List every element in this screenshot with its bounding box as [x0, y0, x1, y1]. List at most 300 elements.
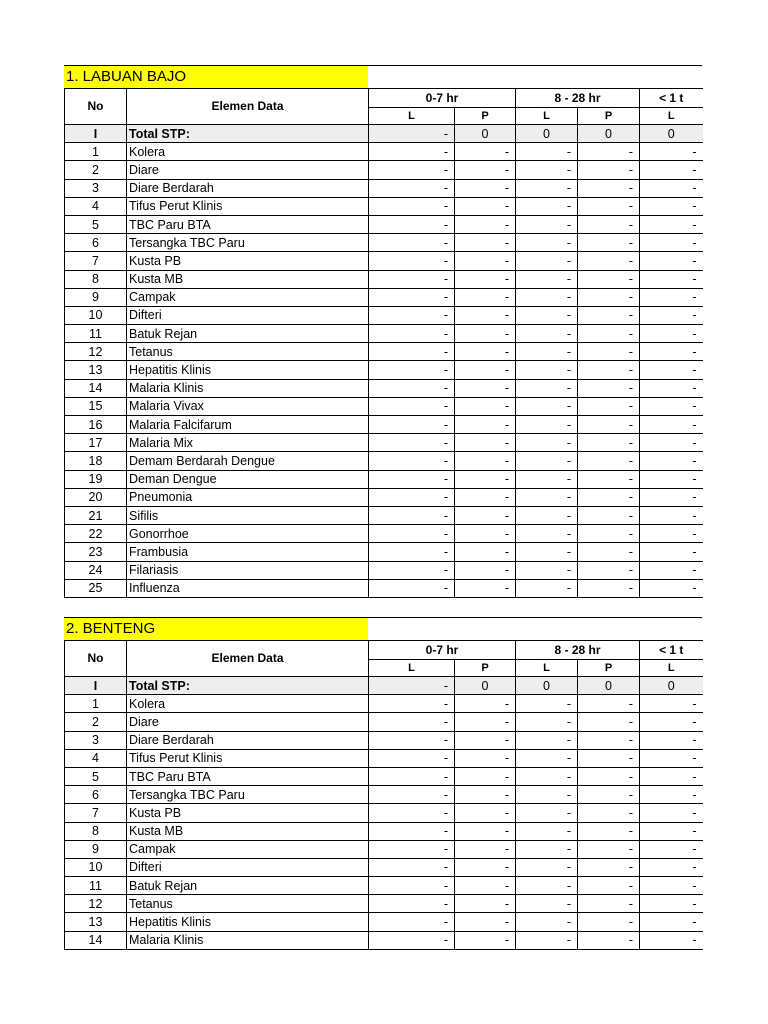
- row-value: -: [516, 858, 578, 876]
- row-value: -: [640, 161, 703, 179]
- row-disease-name: Campak: [127, 840, 369, 858]
- row-value: -: [455, 840, 516, 858]
- row-value: -: [578, 713, 640, 731]
- row-value: -: [455, 361, 516, 379]
- row-no: 21: [65, 506, 127, 524]
- row-value: -: [455, 143, 516, 161]
- row-value: -: [640, 858, 703, 876]
- row-value: -: [455, 234, 516, 252]
- row-no: 1: [65, 143, 127, 161]
- row-value: -: [455, 506, 516, 524]
- row-disease-name: Campak: [127, 288, 369, 306]
- row-value: -: [578, 731, 640, 749]
- row-value: -: [369, 506, 455, 524]
- row-disease-name: Batuk Rejan: [127, 325, 369, 343]
- data-table: [64, 88, 703, 598]
- row-value: -: [578, 416, 640, 434]
- row-disease-name: Malaria Klinis: [127, 931, 369, 949]
- row-value: -: [455, 416, 516, 434]
- row-value: -: [516, 895, 578, 913]
- table-row: [65, 579, 703, 597]
- header-sex-0: L: [369, 660, 455, 677]
- row-value: -: [578, 840, 640, 858]
- row-disease-name: Malaria Klinis: [127, 379, 369, 397]
- row-value: -: [369, 858, 455, 876]
- row-value: -: [578, 804, 640, 822]
- row-value: -: [369, 731, 455, 749]
- row-disease-name: Diare Berdarah: [127, 179, 369, 197]
- row-value: -: [369, 840, 455, 858]
- row-disease-name: Tersangka TBC Paru: [127, 786, 369, 804]
- table-row: [65, 325, 703, 343]
- row-value: -: [369, 306, 455, 324]
- table-row: [65, 913, 703, 931]
- table-row: [65, 270, 703, 288]
- row-value: -: [369, 895, 455, 913]
- row-value: -: [578, 325, 640, 343]
- row-value: -: [578, 579, 640, 597]
- row-value: -: [578, 913, 640, 931]
- row-value: -: [640, 416, 703, 434]
- row-value: -: [369, 749, 455, 767]
- row-value: -: [455, 252, 516, 270]
- row-value: -: [516, 288, 578, 306]
- row-value: -: [516, 767, 578, 785]
- row-value: -: [640, 931, 703, 949]
- row-value: -: [369, 561, 455, 579]
- row-disease-name: Malaria Vivax: [127, 397, 369, 415]
- row-disease-name: Kolera: [127, 695, 369, 713]
- row-value: -: [369, 197, 455, 215]
- row-value: -: [516, 543, 578, 561]
- row-value: -: [455, 877, 516, 895]
- row-value: -: [640, 767, 703, 785]
- header-row: [65, 89, 703, 108]
- row-no: 10: [65, 306, 127, 324]
- row-disease-name: Deman Dengue: [127, 470, 369, 488]
- row-value: -: [516, 416, 578, 434]
- total-row: [65, 125, 703, 143]
- table-row: [65, 822, 703, 840]
- total-label: Total STP:: [127, 125, 369, 143]
- row-value: -: [516, 506, 578, 524]
- row-value: -: [455, 749, 516, 767]
- row-value: -: [516, 215, 578, 233]
- row-no: 9: [65, 840, 127, 858]
- row-value: -: [640, 561, 703, 579]
- row-value: -: [578, 143, 640, 161]
- total-value: -: [369, 677, 455, 695]
- row-value: -: [516, 713, 578, 731]
- table-row: [65, 397, 703, 415]
- header-group-0-7-hr: 0-7 hr: [369, 641, 516, 660]
- row-value: -: [578, 252, 640, 270]
- table-row: [65, 452, 703, 470]
- section-benteng: [64, 617, 702, 950]
- row-no: 14: [65, 379, 127, 397]
- total-value: -: [369, 125, 455, 143]
- row-value: -: [640, 913, 703, 931]
- row-value: -: [578, 506, 640, 524]
- row-value: -: [578, 361, 640, 379]
- total-no: I: [65, 677, 127, 695]
- row-value: -: [455, 695, 516, 713]
- row-value: -: [369, 434, 455, 452]
- row-disease-name: Influenza: [127, 579, 369, 597]
- row-no: 20: [65, 488, 127, 506]
- row-value: -: [516, 234, 578, 252]
- row-value: -: [455, 470, 516, 488]
- row-value: -: [578, 488, 640, 506]
- table-row: [65, 731, 703, 749]
- table-row: [65, 288, 703, 306]
- row-value: -: [455, 434, 516, 452]
- row-value: -: [640, 234, 703, 252]
- row-value: -: [578, 434, 640, 452]
- row-disease-name: Tetanus: [127, 895, 369, 913]
- header-elemen-data: Elemen Data: [127, 89, 369, 125]
- table-row: [65, 234, 703, 252]
- row-value: -: [578, 543, 640, 561]
- header-sex-1: P: [455, 108, 516, 125]
- row-value: -: [455, 325, 516, 343]
- row-value: -: [516, 470, 578, 488]
- row-value: -: [455, 270, 516, 288]
- row-value: -: [578, 234, 640, 252]
- row-value: -: [455, 561, 516, 579]
- row-value: -: [578, 161, 640, 179]
- row-value: -: [640, 822, 703, 840]
- table-row: [65, 858, 703, 876]
- table-row: [65, 561, 703, 579]
- table-row: [65, 895, 703, 913]
- row-value: -: [516, 695, 578, 713]
- table-row: [65, 343, 703, 361]
- section-title: 1. LABUAN BAJO: [64, 66, 368, 88]
- row-value: -: [369, 179, 455, 197]
- header-no: No: [65, 641, 127, 677]
- row-no: 5: [65, 215, 127, 233]
- row-value: -: [578, 379, 640, 397]
- row-value: -: [369, 931, 455, 949]
- header-sex-3: P: [578, 660, 640, 677]
- row-value: -: [516, 786, 578, 804]
- row-value: -: [516, 270, 578, 288]
- row-value: -: [455, 731, 516, 749]
- row-value: -: [516, 343, 578, 361]
- row-no: 3: [65, 731, 127, 749]
- row-value: -: [516, 197, 578, 215]
- row-value: -: [578, 343, 640, 361]
- row-no: 10: [65, 858, 127, 876]
- row-value: -: [455, 895, 516, 913]
- row-no: 7: [65, 804, 127, 822]
- row-disease-name: Kusta MB: [127, 822, 369, 840]
- header-group-under-1-th: < 1 t: [640, 89, 703, 108]
- row-value: -: [455, 161, 516, 179]
- row-no: 12: [65, 343, 127, 361]
- data-table: [64, 640, 703, 950]
- row-value: -: [640, 840, 703, 858]
- row-value: -: [369, 397, 455, 415]
- row-value: -: [369, 416, 455, 434]
- row-value: -: [369, 379, 455, 397]
- row-no: 4: [65, 197, 127, 215]
- row-value: -: [640, 488, 703, 506]
- row-value: -: [578, 858, 640, 876]
- row-no: 11: [65, 877, 127, 895]
- row-no: 4: [65, 749, 127, 767]
- row-no: 2: [65, 161, 127, 179]
- row-value: -: [455, 525, 516, 543]
- row-no: 13: [65, 913, 127, 931]
- row-value: -: [369, 470, 455, 488]
- row-value: -: [640, 270, 703, 288]
- row-value: -: [640, 713, 703, 731]
- table-row: [65, 252, 703, 270]
- row-value: -: [455, 543, 516, 561]
- row-disease-name: Batuk Rejan: [127, 877, 369, 895]
- row-value: -: [516, 361, 578, 379]
- total-no: I: [65, 125, 127, 143]
- table-row: [65, 161, 703, 179]
- row-value: -: [640, 379, 703, 397]
- row-no: 13: [65, 361, 127, 379]
- total-value: 0: [578, 125, 640, 143]
- header-group-8-28-hr: 8 - 28 hr: [516, 641, 640, 660]
- total-label: Total STP:: [127, 677, 369, 695]
- row-value: -: [369, 543, 455, 561]
- row-value: -: [455, 931, 516, 949]
- row-value: -: [516, 749, 578, 767]
- row-value: -: [516, 877, 578, 895]
- row-value: -: [455, 197, 516, 215]
- table-row: [65, 143, 703, 161]
- row-disease-name: Malaria Mix: [127, 434, 369, 452]
- table-row: [65, 379, 703, 397]
- row-value: -: [578, 749, 640, 767]
- row-value: -: [640, 306, 703, 324]
- row-value: -: [640, 470, 703, 488]
- row-disease-name: Sifilis: [127, 506, 369, 524]
- row-no: 23: [65, 543, 127, 561]
- row-value: -: [369, 161, 455, 179]
- row-value: -: [640, 179, 703, 197]
- table-row: [65, 470, 703, 488]
- row-value: -: [640, 786, 703, 804]
- row-value: -: [516, 252, 578, 270]
- row-value: -: [369, 488, 455, 506]
- row-value: -: [516, 731, 578, 749]
- row-value: -: [640, 434, 703, 452]
- row-value: -: [640, 288, 703, 306]
- row-value: -: [369, 713, 455, 731]
- row-value: -: [578, 179, 640, 197]
- table-row: [65, 695, 703, 713]
- row-no: 18: [65, 452, 127, 470]
- row-value: -: [516, 143, 578, 161]
- row-value: -: [369, 234, 455, 252]
- header-group-0-7-hr: 0-7 hr: [369, 89, 516, 108]
- row-value: -: [640, 877, 703, 895]
- row-value: -: [455, 913, 516, 931]
- row-value: -: [369, 343, 455, 361]
- row-no: 7: [65, 252, 127, 270]
- table-row: [65, 416, 703, 434]
- row-no: 8: [65, 822, 127, 840]
- row-disease-name: Kusta PB: [127, 252, 369, 270]
- total-value: 0: [455, 677, 516, 695]
- table-row: [65, 840, 703, 858]
- row-value: -: [516, 913, 578, 931]
- row-value: -: [640, 343, 703, 361]
- row-value: -: [369, 143, 455, 161]
- row-value: -: [640, 731, 703, 749]
- row-disease-name: Frambusia: [127, 543, 369, 561]
- row-value: -: [578, 306, 640, 324]
- row-no: 14: [65, 931, 127, 949]
- row-no: 17: [65, 434, 127, 452]
- row-value: -: [578, 288, 640, 306]
- row-value: -: [640, 361, 703, 379]
- row-value: -: [640, 543, 703, 561]
- row-value: -: [578, 822, 640, 840]
- header-sex-3: P: [578, 108, 640, 125]
- row-no: 6: [65, 786, 127, 804]
- row-value: -: [455, 858, 516, 876]
- row-value: -: [516, 306, 578, 324]
- table-row: [65, 767, 703, 785]
- row-value: -: [640, 695, 703, 713]
- row-value: -: [369, 525, 455, 543]
- section-labuan-bajo: [64, 65, 702, 598]
- row-no: 6: [65, 234, 127, 252]
- row-value: -: [578, 877, 640, 895]
- table-row: [65, 179, 703, 197]
- row-value: -: [455, 786, 516, 804]
- row-value: -: [455, 215, 516, 233]
- row-no: 24: [65, 561, 127, 579]
- row-disease-name: Kolera: [127, 143, 369, 161]
- row-value: -: [516, 325, 578, 343]
- row-no: 11: [65, 325, 127, 343]
- row-disease-name: Diare Berdarah: [127, 731, 369, 749]
- row-no: 5: [65, 767, 127, 785]
- row-disease-name: Tifus Perut Klinis: [127, 197, 369, 215]
- table-row: [65, 434, 703, 452]
- row-no: 12: [65, 895, 127, 913]
- row-value: -: [455, 804, 516, 822]
- section-title-row: [64, 617, 702, 640]
- row-value: -: [516, 397, 578, 415]
- table-row: [65, 749, 703, 767]
- total-row: [65, 677, 703, 695]
- row-disease-name: Difteri: [127, 858, 369, 876]
- row-value: -: [455, 713, 516, 731]
- row-value: -: [516, 161, 578, 179]
- table-row: [65, 506, 703, 524]
- row-value: -: [369, 786, 455, 804]
- row-value: -: [369, 270, 455, 288]
- row-value: -: [369, 361, 455, 379]
- row-no: 19: [65, 470, 127, 488]
- row-value: -: [516, 561, 578, 579]
- header-sex-2: L: [516, 660, 578, 677]
- row-disease-name: Pneumonia: [127, 488, 369, 506]
- row-value: -: [455, 379, 516, 397]
- row-value: -: [640, 252, 703, 270]
- row-no: 16: [65, 416, 127, 434]
- row-value: -: [578, 525, 640, 543]
- table-row: [65, 525, 703, 543]
- row-value: -: [369, 325, 455, 343]
- row-value: -: [578, 215, 640, 233]
- row-value: -: [640, 895, 703, 913]
- row-value: -: [578, 270, 640, 288]
- header-sex-4: L: [640, 108, 703, 125]
- row-value: -: [640, 325, 703, 343]
- header-no: No: [65, 89, 127, 125]
- row-value: -: [516, 579, 578, 597]
- row-value: -: [578, 786, 640, 804]
- table-row: [65, 804, 703, 822]
- row-value: -: [578, 695, 640, 713]
- row-value: -: [516, 379, 578, 397]
- row-value: -: [640, 397, 703, 415]
- row-value: -: [369, 288, 455, 306]
- row-no: 9: [65, 288, 127, 306]
- row-no: 1: [65, 695, 127, 713]
- row-value: -: [640, 215, 703, 233]
- row-value: -: [640, 749, 703, 767]
- row-value: -: [516, 840, 578, 858]
- row-value: -: [369, 767, 455, 785]
- row-value: -: [455, 288, 516, 306]
- row-disease-name: Kusta MB: [127, 270, 369, 288]
- row-disease-name: Tersangka TBC Paru: [127, 234, 369, 252]
- table-row: [65, 786, 703, 804]
- table-row: [65, 877, 703, 895]
- row-value: -: [578, 895, 640, 913]
- row-value: -: [369, 804, 455, 822]
- table-row: [65, 931, 703, 949]
- row-disease-name: TBC Paru BTA: [127, 215, 369, 233]
- row-disease-name: Diare: [127, 713, 369, 731]
- total-value: 0: [640, 125, 703, 143]
- row-value: -: [578, 197, 640, 215]
- total-value: 0: [455, 125, 516, 143]
- row-value: -: [369, 452, 455, 470]
- row-value: -: [516, 488, 578, 506]
- row-no: 25: [65, 579, 127, 597]
- row-disease-name: Difteri: [127, 306, 369, 324]
- row-value: -: [516, 804, 578, 822]
- row-value: -: [578, 561, 640, 579]
- row-value: -: [455, 306, 516, 324]
- table-row: [65, 215, 703, 233]
- row-value: -: [369, 877, 455, 895]
- row-value: -: [455, 397, 516, 415]
- row-value: -: [455, 767, 516, 785]
- row-value: -: [640, 804, 703, 822]
- row-value: -: [369, 252, 455, 270]
- table-row: [65, 713, 703, 731]
- row-value: -: [516, 822, 578, 840]
- table-row: [65, 306, 703, 324]
- row-value: -: [640, 143, 703, 161]
- row-disease-name: Tetanus: [127, 343, 369, 361]
- row-value: -: [578, 470, 640, 488]
